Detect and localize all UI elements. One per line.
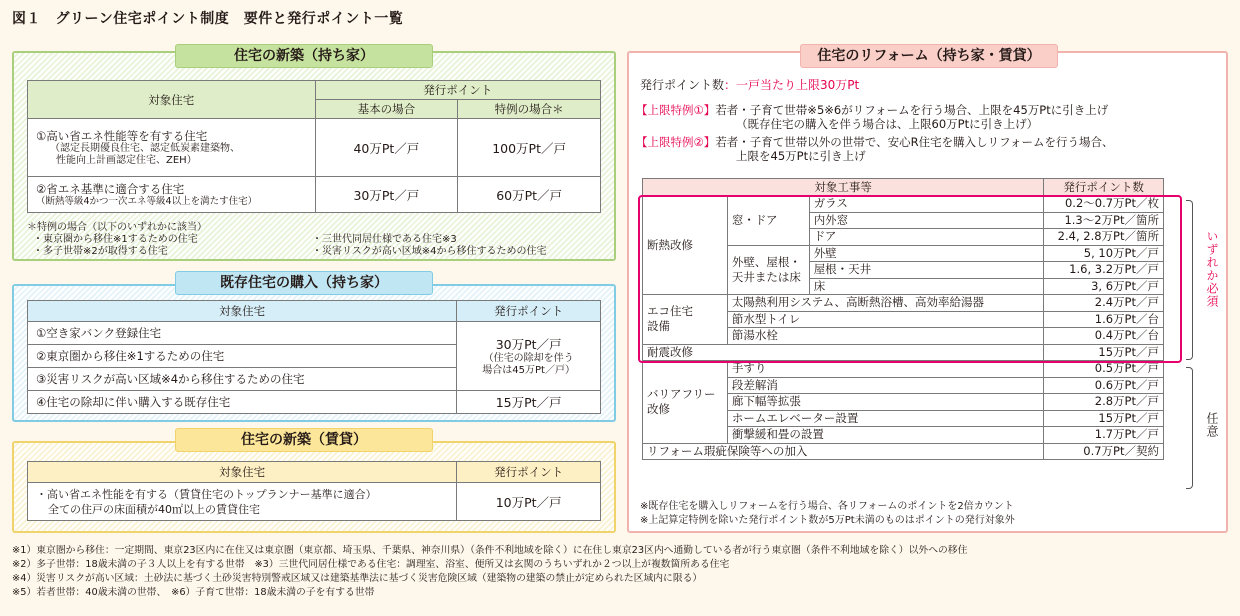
col-header-points: 発行ポイント数 xyxy=(1044,179,1164,196)
work-item: 手すり xyxy=(727,361,1043,378)
work-points: 1.6, 3.2万Pt／戸 xyxy=(1044,262,1164,279)
row-sub-label: （断熱等級4かつ一次エネ等級4以上を満たす住宅） xyxy=(36,195,258,207)
section-title-new-rental: 住宅の新築（賃貸） xyxy=(175,428,433,452)
row-label: ・高い省エネ性能を有する（賃貸住宅のトップランナー基準に適合） xyxy=(36,487,377,501)
work-points: 0.2〜0.7万Pt／枚 xyxy=(1044,196,1164,213)
special-1-sub: （既存住宅の購入を伴う場合は、上限60万Ptに引き上げ） xyxy=(736,117,1039,131)
special-text: 若者・子育て世帯※5※6がリフォームを行う場合、上限を45万Ptに引き上げ xyxy=(715,103,1109,117)
work-points: 15万Pt／戸 xyxy=(1044,344,1164,361)
group-barrier-free xyxy=(643,361,728,444)
col-header-work: 対象工事等 xyxy=(643,179,1044,196)
special-tag: 【上限特例①】 xyxy=(636,103,716,117)
group-insulation: 断熱改修 xyxy=(643,196,728,295)
work-points: 0.5万Pt／戸 xyxy=(1044,361,1164,378)
note-item: ・災害リスクが高い区域※4から移住するための住宅 xyxy=(312,246,547,257)
required-bracket xyxy=(1186,200,1193,360)
col-header-points: 発行ポイント xyxy=(457,301,601,322)
reform-footnote: ※既存住宅を購入しリフォームを行う場合、各リフォームのポイントを2倍カウント xyxy=(640,501,1014,512)
col-header-points: 発行ポイント xyxy=(315,81,600,100)
group-label: バリアフリー xyxy=(647,386,716,401)
footnote-2: ※2）多子世帯：18歳未満の子３人以上を有する世帯 ※3）三世代同居仕様である住宅：調理室、浴室、便所又は玄関のうちいずれか２つ以上が複数箇所ある住宅 xyxy=(12,559,730,570)
col-header-special: 特例の場合＊ xyxy=(458,100,601,119)
work-points: 1.6万Pt／台 xyxy=(1044,311,1164,328)
work-item: 衝撃緩和畳の設置 xyxy=(727,427,1043,444)
subgroup-window-door: 窓・ドア xyxy=(727,196,809,246)
group-label: 設備 xyxy=(647,319,670,334)
value-note: （住宅の除却を伴う xyxy=(483,353,574,364)
table-existing xyxy=(27,300,601,414)
table-reform xyxy=(642,178,1164,460)
table-row xyxy=(28,483,457,521)
reform-footnote: ※上記算定特例を除いた発行ポイント数が5万Pt未満のものはポイントの発行対象外 xyxy=(640,515,1015,526)
table-new-rental xyxy=(27,461,601,521)
table-row: ③災害リスクが高い区域※4から移住するための住宅 xyxy=(28,368,457,391)
required-label: いずれか必須 xyxy=(1205,230,1219,308)
work-points: 3, 6万Pt／戸 xyxy=(1044,278,1164,295)
work-item: 節湯水栓 xyxy=(727,328,1043,345)
subgroup-label: 外壁、屋根・ xyxy=(731,254,801,269)
value-cell: 100万Pt／戸 xyxy=(458,119,601,177)
value-cell: 15万Pt／戸 xyxy=(457,391,601,414)
work-item: ガラス xyxy=(809,196,1043,213)
points-label: 発行ポイント数 xyxy=(640,78,725,92)
footnote-4: ※5）若者世帯：40歳未満の世帯、 ※6）子育て世帯：18歳未満の子を有する世帯 xyxy=(12,587,375,598)
special-text: 若者・子育て世帯以外の世帯で、安心R住宅を購入しリフォームを行う場合、 xyxy=(715,135,1114,149)
note-item: ・東京圏から移住※1するための住宅 xyxy=(33,234,198,245)
work-item: 節水型トイレ xyxy=(727,311,1043,328)
work-item: 太陽熱利用システム、高断熱浴槽、高効率給湯器 xyxy=(727,295,1043,312)
work-item: 耐震改修 xyxy=(643,344,1044,361)
value-cell: 10万Pt／戸 xyxy=(457,483,601,521)
special-2-sub: 上限を45万Ptに引き上げ xyxy=(736,149,866,163)
group-label: 改修 xyxy=(647,401,670,416)
row-sub-label: （認定長期優良住宅、認定低炭素建築物、 xyxy=(50,142,240,154)
table-row: ②東京圏から移住※1するための住宅 xyxy=(28,345,457,368)
footnote-1: ※1）東京圏から移住：一定期間、東京23区内に在住又は東京圏（東京都、埼玉県、千葉県、神奈川県）（条件不利地域を除く）に在住し東京23区内へ通勤している者が行う東京圏（条件不利地域を除く）以外への移住 xyxy=(12,545,968,556)
work-item: 床 xyxy=(809,278,1043,295)
points-limit xyxy=(640,79,859,92)
col-header-target: 対象住宅 xyxy=(28,462,457,483)
table-row-high-efficiency xyxy=(28,119,316,177)
value-cell: 60万Pt／戸 xyxy=(458,177,601,213)
col-header-basic: 基本の場合 xyxy=(315,100,458,119)
value-cell: 30万Pt／戸 xyxy=(315,177,458,213)
work-item: 段差解消 xyxy=(727,377,1043,394)
table-row-standard xyxy=(28,177,316,213)
col-header-points: 発行ポイント xyxy=(457,462,601,483)
table-row: ④住宅の除却に伴い購入する既存住宅 xyxy=(28,391,457,414)
optional-label: 任意 xyxy=(1205,412,1219,438)
section-title-reform: 住宅のリフォーム（持ち家・賃貸） xyxy=(800,44,1058,68)
work-points: 5, 10万Pt／戸 xyxy=(1044,245,1164,262)
work-item: ドア xyxy=(809,229,1043,246)
work-points: 15万Pt／戸 xyxy=(1044,410,1164,427)
work-points: 1.7万Pt／戸 xyxy=(1044,427,1164,444)
work-points: 2.8万Pt／戸 xyxy=(1044,394,1164,411)
work-points: 0.4万Pt／台 xyxy=(1044,328,1164,345)
value-cell-main xyxy=(457,322,601,391)
value-note: 場合は45万Pt／戸） xyxy=(482,365,575,376)
section-title-existing: 既存住宅の購入（持ち家） xyxy=(175,271,433,295)
footnote-3: ※4）災害リスクが高い区域：土砂法に基づく土砂災害特別警戒区域又は建築基準法に基づく災害危険区域（建築物の建築の禁止が定められた区域内に限る） xyxy=(12,573,703,584)
group-label: エコ住宅 xyxy=(647,304,693,319)
row-sub-label: 性能向上計画認定住宅、ZEH） xyxy=(56,154,197,166)
work-points: 0.7万Pt／契約 xyxy=(1044,443,1164,460)
points-value: ：一戸当たり上限30万Pt xyxy=(724,78,860,92)
work-item: 廊下幅等拡張 xyxy=(727,394,1043,411)
figure-title: 図１ グリーン住宅ポイント制度 要件と発行ポイント一覧 xyxy=(12,11,404,27)
work-item: 屋根・天井 xyxy=(809,262,1043,279)
subgroup-wall-roof-floor xyxy=(727,245,809,295)
work-item: ホームエレベーター設置 xyxy=(727,410,1043,427)
row-label: 全ての住戸の床面積が40㎡以上の賃貸住宅 xyxy=(48,502,260,516)
work-points: 0.6万Pt／戸 xyxy=(1044,377,1164,394)
note-item: ・三世代同居仕様である住宅※3 xyxy=(312,234,457,245)
col-header-target: 対象住宅 xyxy=(28,81,316,119)
special-2 xyxy=(636,136,1114,149)
special-1 xyxy=(636,104,1108,117)
row-label: ①高い省エネ性能等を有する住宅 xyxy=(36,128,208,143)
optional-bracket xyxy=(1186,367,1193,489)
value-cell: 40万Pt／戸 xyxy=(315,119,458,177)
note-heading: ＊特例の場合（以下のいずれかに該当） xyxy=(27,222,207,233)
col-header-target: 対象住宅 xyxy=(28,301,457,322)
work-points: 2.4万Pt／戸 xyxy=(1044,295,1164,312)
work-item: 内外窓 xyxy=(809,212,1043,229)
note-item: ・多子世帯※2が取得する住宅 xyxy=(33,246,168,257)
special-tag: 【上限特例②】 xyxy=(636,135,716,149)
value-main: 30万Pt／戸 xyxy=(495,337,562,352)
table-new-owned xyxy=(27,80,601,213)
subgroup-label: 天井または床 xyxy=(731,269,801,284)
group-eco xyxy=(643,295,728,345)
work-item: 外壁 xyxy=(809,245,1043,262)
work-points: 1.3〜2万Pt／箇所 xyxy=(1044,212,1164,229)
work-points: 2.4, 2.8万Pt／箇所 xyxy=(1044,229,1164,246)
work-item: リフォーム瑕疵保険等への加入 xyxy=(643,443,1044,460)
table-row: ①空き家バンク登録住宅 xyxy=(28,322,457,345)
section-title-new-owned: 住宅の新築（持ち家） xyxy=(175,44,433,68)
row-label: ②省エネ基準に適合する住宅 xyxy=(36,181,185,196)
